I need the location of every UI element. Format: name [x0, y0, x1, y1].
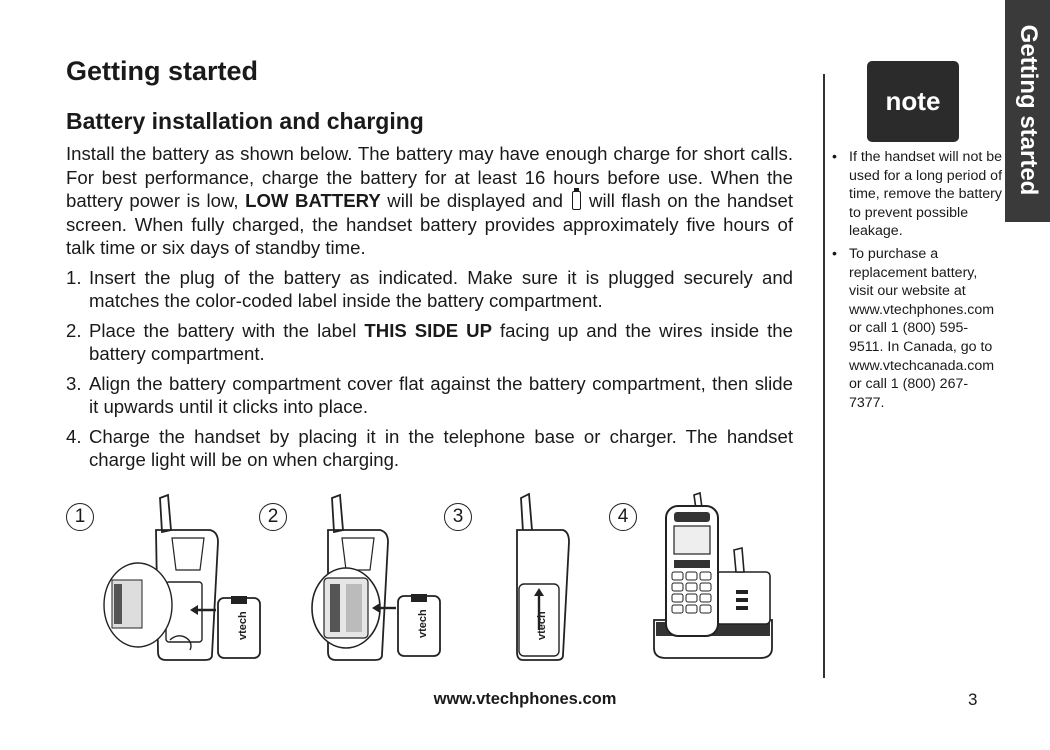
figure-1-handset-battery-plug — [100, 490, 265, 665]
handset-illustration — [156, 495, 218, 660]
battery-icon — [572, 191, 581, 210]
step-number: 2. — [66, 319, 82, 341]
intro-text-3: will flash on the handset screen. When fully charged, the handset battery provides approximately five hours of talk time or six days of standby time. — [66, 190, 793, 258]
figure-3-cover-slide — [505, 490, 575, 665]
section-title: Battery installation and charging — [66, 108, 424, 134]
figure-number-4: 4 — [609, 503, 637, 531]
step-number: 3. — [66, 372, 82, 394]
low-battery-label: LOW BATTERY — [245, 190, 381, 211]
handset-illustration — [517, 494, 569, 660]
intro-text-1: Install the battery as shown below. The battery may have enough charge for short calls. For best performance, charge the battery for at least 16 hours before use. When the battery power is low, — [66, 143, 793, 211]
step-text: Insert the plug of the battery as indicated. Make sure it is plugged securely and matches the color-coded label inside the battery compartment. — [89, 266, 793, 311]
step-item — [66, 266, 793, 313]
handset-illustration — [666, 493, 718, 636]
page-title: Getting started — [66, 56, 259, 86]
note-item: • If the handset will not be used for a long period of time, remove the battery to prevent possible leakage. — [832, 148, 1002, 241]
note-badge: note — [867, 61, 959, 142]
step-text: facing up and the wires inside the battery compartment. — [89, 319, 793, 364]
step-text: Charge the handset by placing it in the telephone base or charger. The handset charge light will be on when charging. — [89, 425, 793, 470]
step-number: 4. — [66, 425, 82, 447]
vtech-logo: vtech — [417, 609, 429, 638]
intro-paragraph — [66, 142, 793, 260]
step-text: Place the battery with the label — [89, 319, 365, 341]
note-list — [832, 148, 1002, 416]
vtech-logo: vtech — [536, 611, 548, 640]
figure-number-3: 3 — [444, 503, 472, 531]
vtech-logo: vtech — [237, 611, 249, 640]
main-content — [66, 142, 793, 478]
figure-2-battery-placement — [300, 490, 450, 665]
side-tab — [1005, 0, 1050, 222]
intro-text-2: will be displayed and — [380, 190, 570, 211]
vtech-logo: vtech — [680, 628, 696, 634]
figure-4-charging-base — [650, 490, 775, 665]
battery-label-closeup — [104, 563, 172, 647]
side-tab-label: Getting started — [1014, 24, 1042, 196]
step-item — [66, 319, 793, 366]
step-number: 1. — [66, 266, 82, 288]
figure-number-1: 1 — [66, 503, 94, 531]
footer-url: www.vtechphones.com — [433, 690, 617, 708]
note-item: • To purchase a replacement battery, visit our website at www.vtechphones.com or call 1 (800) 595-9511. In Canada, go to www.vtechcanada.com or call 1 (800) 267-7377. — [832, 245, 1002, 412]
steps-list — [66, 266, 793, 472]
column-divider — [823, 74, 825, 678]
step-item — [66, 372, 793, 419]
this-side-up-label: THIS SIDE UP — [364, 319, 492, 341]
figure-number-2: 2 — [259, 503, 287, 531]
page-number: 3 — [968, 690, 978, 709]
step-text: Align the battery compartment cover flat against the battery compartment, then slide it upwards until it clicks into place. — [89, 372, 793, 417]
battery-pack-illustration — [398, 594, 440, 656]
step-item — [66, 425, 793, 472]
battery-pack-illustration — [218, 596, 260, 658]
